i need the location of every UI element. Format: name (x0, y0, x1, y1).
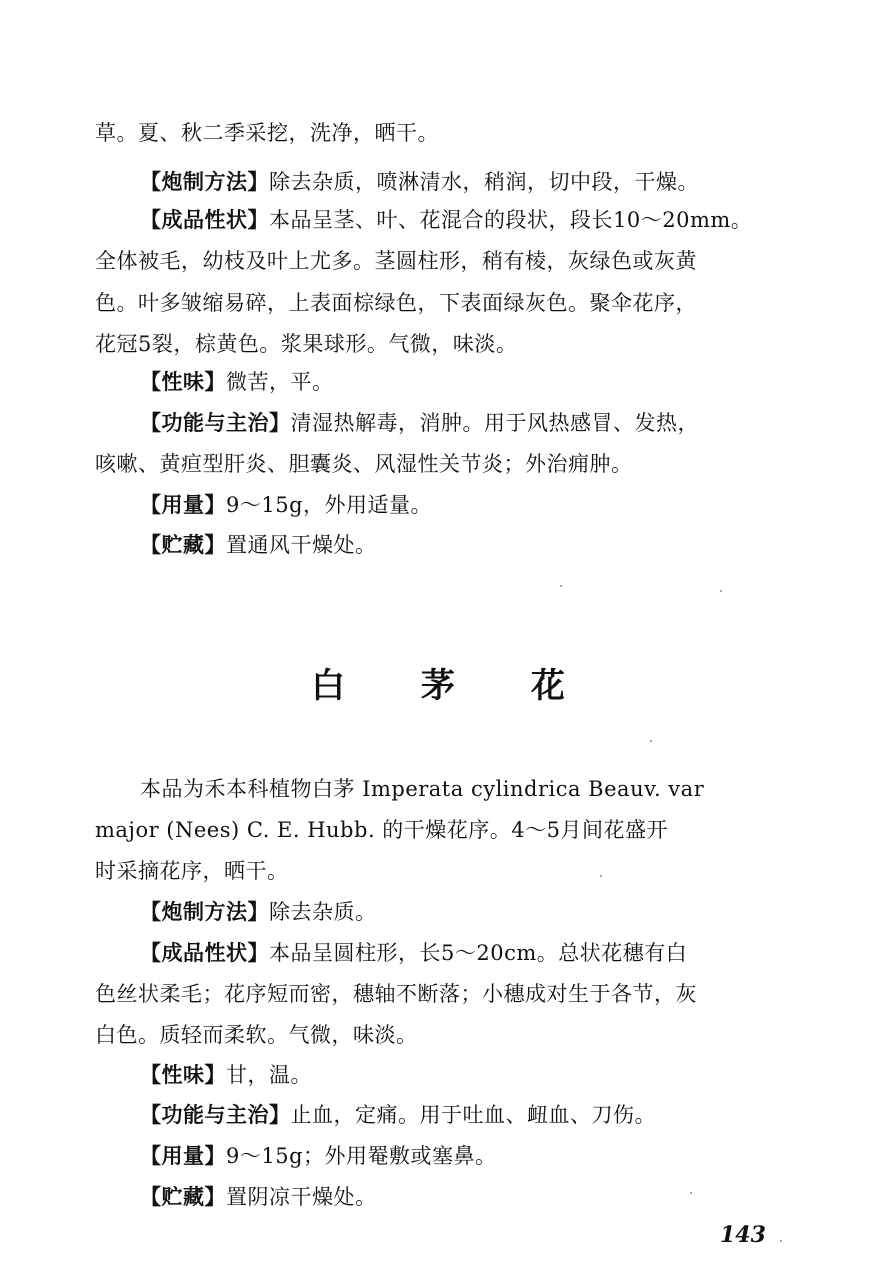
paragraph-line (95, 1020, 418, 1050)
text: 白色。质轻而柔软。气微，味淡。 (95, 1023, 418, 1047)
function-entry (140, 1100, 656, 1130)
taste-label: 【性味】 (140, 1062, 226, 1087)
section-title: 白 茅 花 (311, 666, 597, 706)
storage-label: 【贮藏】 (140, 532, 226, 557)
taste-text: 甘，温。 (226, 1063, 312, 1087)
dosage-label: 【用量】 (140, 1143, 226, 1168)
page-number: 143 (720, 1222, 766, 1248)
taste-entry (140, 1060, 312, 1090)
dosage-text: 9～15g；外用罨敷或塞鼻。 (226, 1144, 497, 1168)
processing-label: 【炮制方法】 (140, 169, 269, 194)
paragraph-line (95, 856, 289, 886)
processing-text: 除去杂质。 (269, 900, 377, 924)
scan-speck (720, 590, 722, 592)
scan-speck (650, 740, 652, 742)
text: 花冠5裂，棕黄色。浆果球形。气微，味淡。 (95, 332, 518, 356)
paragraph-line (95, 449, 633, 479)
function-text: 止血，定痛。用于吐血、衄血、刀伤。 (290, 1103, 656, 1127)
product-entry (140, 205, 752, 235)
product-label: 【成品性状】 (140, 940, 269, 965)
processing-text: 除去杂质，喷淋清水，稍润，切中段，干燥。 (269, 170, 699, 194)
product-entry (140, 938, 687, 968)
text: 草。夏、秋二季采挖，洗净，晒干。 (95, 121, 439, 145)
text: 本品为禾本科植物白茅 Imperata cylindrica Beauv. var (140, 777, 705, 801)
storage-text: 置阴凉干燥处。 (226, 1185, 377, 1209)
paragraph-line (95, 329, 517, 359)
dosage-text: 9～15g，外用适量。 (226, 493, 433, 517)
paragraph-line (95, 288, 697, 318)
storage-label: 【贮藏】 (140, 1184, 226, 1209)
text: 时采摘花序，晒干。 (95, 859, 289, 883)
text: 咳嗽、黄疸型肝炎、胆囊炎、风湿性关节炎；外治痈肿。 (95, 452, 633, 476)
scan-speck (560, 585, 562, 587)
processing-entry (140, 897, 377, 927)
text: 色。叶多皱缩易碎，上表面棕绿色，下表面绿灰色。聚伞花序， (95, 291, 697, 315)
text: major (Nees) C. E. Hubb. 的干燥花序。4～5月间花盛开 (95, 818, 669, 842)
dosage-label: 【用量】 (140, 492, 226, 517)
storage-entry (140, 530, 377, 560)
scan-speck (780, 1240, 782, 1242)
processing-label: 【炮制方法】 (140, 899, 269, 924)
function-label: 【功能与主治】 (140, 1102, 291, 1127)
dosage-entry (140, 1141, 497, 1171)
paragraph-line (95, 118, 439, 148)
product-text: 本品呈茎、叶、花混合的段状，段长10～20mm。 (269, 208, 753, 232)
text: 全体被毛，幼枝及叶上尤多。茎圆柱形，稍有棱，灰绿色或灰黄 (95, 249, 697, 273)
paragraph-line (95, 815, 668, 845)
taste-entry (140, 367, 334, 397)
scan-speck (600, 875, 602, 877)
paragraph-line (95, 246, 697, 276)
dosage-entry (140, 490, 432, 520)
function-entry (140, 408, 699, 438)
paragraph-line (95, 979, 697, 1009)
taste-label: 【性味】 (140, 369, 226, 394)
text: 色丝状柔毛；花序短而密，穗轴不断落；小穗成对生于各节，灰 (95, 982, 697, 1006)
storage-text: 置通风干燥处。 (226, 533, 377, 557)
processing-entry (140, 167, 699, 197)
function-label: 【功能与主治】 (140, 410, 291, 435)
function-text: 清湿热解毒，消肿。用于风热感冒、发热， (290, 411, 699, 435)
product-label: 【成品性状】 (140, 207, 269, 232)
product-text: 本品呈圆柱形，长5～20cm。总状花穗有白 (269, 941, 688, 965)
paragraph-line (140, 774, 704, 804)
taste-text: 微苦，平。 (226, 370, 334, 394)
storage-entry (140, 1182, 377, 1212)
scan-speck (690, 1192, 692, 1194)
